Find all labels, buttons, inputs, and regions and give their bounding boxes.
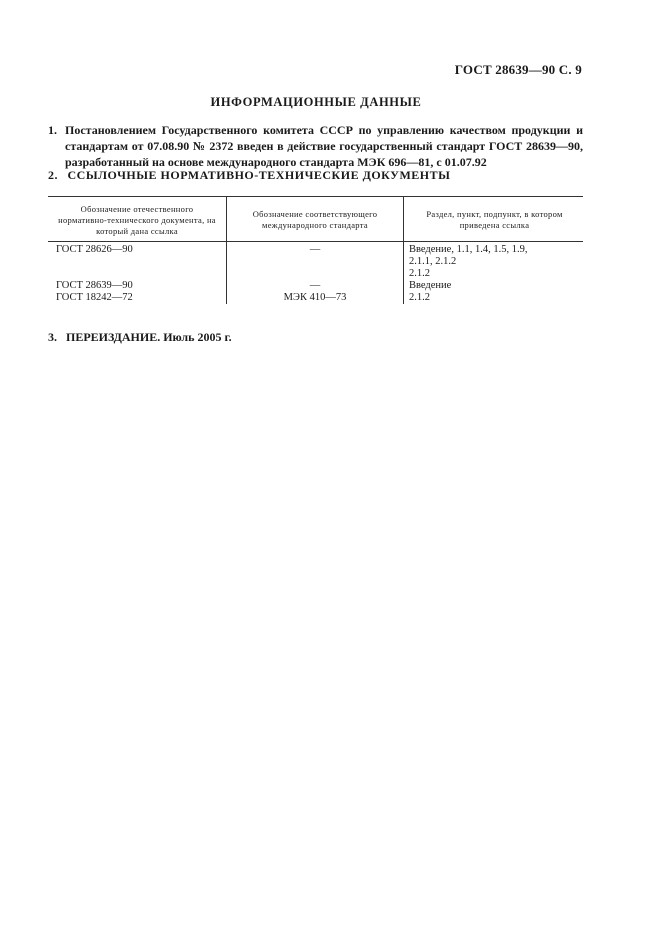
table-cell: 2.1.2	[409, 292, 430, 303]
item-text: ПЕРЕИЗДАНИЕ. Июль 2005 г.	[66, 330, 232, 344]
table-header-cell: Обозначение соответствующего международного стандарта	[252, 209, 378, 230]
page-header: ГОСТ 28639—90 С. 9	[454, 62, 582, 77]
table-cell: Введение	[409, 280, 452, 291]
item-text: Постановлением Государственного комитета СССР по управлению качеством продукции и стандартам от 07.08.90 № 2372 введен в действие государственный стандарт ГОСТ 28639—90, разработанный на основе международного стандарта МЭК 696—81, с 01.07.92	[65, 123, 583, 169]
table-cell: ГОСТ 28639—90	[56, 280, 133, 291]
table-cell: Введение, 1.1, 1.4, 1.5, 1.9,	[409, 244, 528, 255]
item-text: ССЫЛОЧНЫЕ НОРМАТИВНО-ТЕХНИЧЕСКИЕ ДОКУМЕНТЫ	[67, 168, 451, 182]
item-number: 2.	[48, 168, 58, 182]
table-cell: —	[309, 280, 321, 291]
item-number: 1.	[48, 123, 57, 137]
info-item-2	[48, 168, 450, 183]
info-item-1	[48, 122, 583, 170]
table-cell: 2.1.1, 2.1.2	[409, 256, 457, 267]
table-top-rule	[48, 196, 583, 197]
table-cell: ГОСТ 28626—90	[56, 244, 133, 255]
section-title: ИНФОРМАЦИОННЫЕ ДАННЫЕ	[210, 95, 422, 109]
table-cell: МЭК 410—73	[283, 292, 347, 303]
info-item-3	[48, 330, 232, 345]
table-header-rule	[48, 241, 583, 242]
table-cell: 2.1.2	[409, 268, 430, 279]
column-divider	[226, 196, 227, 304]
table-cell: ГОСТ 18242—72	[56, 292, 133, 303]
table-header-cell: Раздел, пункт, подпункт, в котором приведена ссылка	[426, 209, 563, 230]
item-number: 3.	[48, 330, 57, 344]
table-cell: —	[309, 244, 321, 255]
column-divider	[403, 196, 404, 304]
table-header-cell: Обозначение отечественного нормативно-технического документа, на который дана ссылка	[58, 204, 216, 236]
